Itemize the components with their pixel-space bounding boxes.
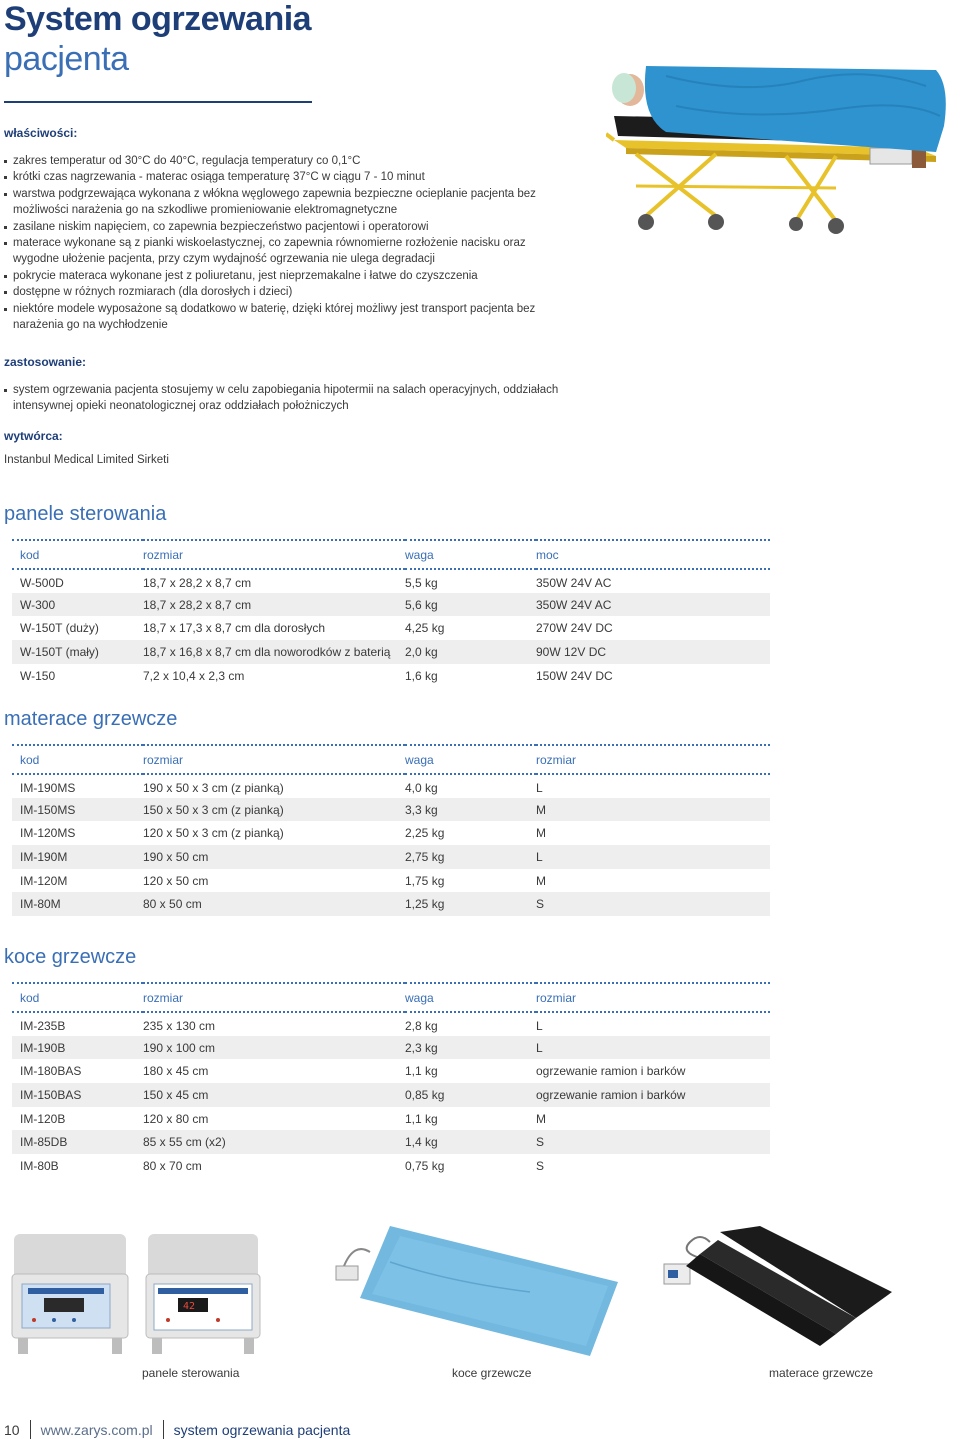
table-row bbox=[12, 640, 770, 664]
footer-divider bbox=[30, 1420, 31, 1439]
caption-panels: panele sterowania bbox=[142, 1366, 240, 1380]
table-cell: 1,75 kg bbox=[405, 873, 445, 888]
table-row bbox=[12, 1083, 770, 1107]
table-cell: L bbox=[536, 1019, 543, 1034]
table-cell: 1,4 kg bbox=[405, 1130, 536, 1154]
list-item: niektóre modele wyposażone są dodatkowo w baterię, dzięki której możliwy jest transport pacjenta bez narażenia go na wychłodzenie bbox=[4, 301, 574, 334]
table-cell: 4,0 kg bbox=[405, 781, 438, 796]
footer-divider bbox=[163, 1420, 164, 1439]
table-cell: ogrzewanie ramion i barków bbox=[536, 1064, 686, 1079]
table-cell: 1,1 kg bbox=[405, 1111, 438, 1126]
page-title: System ogrzewania bbox=[4, 0, 312, 38]
table-cell: L bbox=[536, 845, 770, 869]
table-cell: 18,7 x 28,2 x 8,7 cm bbox=[143, 593, 405, 617]
table-row bbox=[12, 1130, 770, 1154]
blanket-photo bbox=[330, 1222, 630, 1362]
table-row bbox=[12, 664, 770, 688]
table-cell: 150W 24V DC bbox=[536, 668, 613, 683]
table-cell: 85 x 55 cm (x2) bbox=[143, 1130, 405, 1154]
column-header: rozmiar bbox=[536, 745, 770, 774]
list-item: system ogrzewania pacjenta stosujemy w celu zapobiegania hipotermii na salach operacyjnych, oddziałach intensywnej opieki neonatologicznej oraz oddziałach położniczych bbox=[4, 382, 564, 415]
column-header: rozmiar bbox=[536, 983, 770, 1012]
table-cell: 190 x 50 cm bbox=[143, 845, 405, 869]
table-cell: IM-180BAS bbox=[20, 1064, 82, 1079]
column-header: waga bbox=[405, 983, 536, 1012]
stretcher-photo bbox=[606, 56, 960, 236]
website-link[interactable]: www.zarys.com.pl bbox=[40, 1422, 153, 1438]
table-cell: M bbox=[536, 798, 770, 822]
table-cell: 190 x 100 cm bbox=[143, 1036, 405, 1060]
table-row bbox=[12, 869, 770, 893]
table-cell: 7,2 x 10,4 x 2,3 cm bbox=[143, 668, 245, 683]
table-cell: 1,6 kg bbox=[405, 668, 438, 683]
table-cell: IM-235B bbox=[20, 1019, 66, 1034]
table-cell: S bbox=[536, 1158, 545, 1173]
list-item: dostępne w różnych rozmiarach (dla dorosłych i dzieci) bbox=[4, 284, 574, 300]
mattresses-table bbox=[12, 744, 770, 916]
table-row bbox=[12, 798, 770, 822]
column-header: kod bbox=[12, 983, 143, 1012]
table-row bbox=[12, 1059, 770, 1083]
table-cell: IM-190MS bbox=[20, 781, 76, 796]
table-row bbox=[12, 821, 770, 845]
column-header: kod bbox=[12, 540, 143, 569]
table-cell: 2,3 kg bbox=[405, 1036, 536, 1060]
page-footer bbox=[4, 1420, 350, 1439]
table-cell: L bbox=[536, 781, 543, 796]
table-cell: S bbox=[536, 1130, 770, 1154]
list-item: warstwa podgrzewająca wykonana z włókna węglowego zapewnia bezpieczne ocieplanie pacjenta bez możliwości narażenia go na szkodliwe promieniowanie elektromagnetyczne bbox=[4, 186, 574, 219]
table-cell: 80 x 70 cm bbox=[143, 1158, 202, 1173]
table-cell: M bbox=[536, 826, 546, 841]
table-cell: 4,25 kg bbox=[405, 621, 445, 636]
table-cell: 190 x 50 x 3 cm (z pianką) bbox=[143, 781, 284, 796]
list-item: pokrycie materaca wykonane jest z poliuretanu, jest nieprzemakalne i łatwe do czyszczenia bbox=[4, 268, 574, 284]
table-cell: 5,5 kg bbox=[405, 576, 438, 591]
manufacturer-label: wytwórca: bbox=[4, 429, 63, 443]
table-cell: IM-120M bbox=[20, 873, 68, 888]
page-number: 10 bbox=[4, 1422, 20, 1438]
table-cell: 2,8 kg bbox=[405, 1019, 438, 1034]
table-cell: IM-80B bbox=[20, 1158, 59, 1173]
table-cell: 120 x 50 cm bbox=[143, 873, 209, 888]
table-cell: ogrzewanie ramion i barków bbox=[536, 1083, 770, 1107]
table-cell: W-500D bbox=[20, 576, 64, 591]
table-cell: 0,85 kg bbox=[405, 1083, 536, 1107]
table-cell: IM-80M bbox=[12, 892, 143, 916]
table-cell: W-150T (duży) bbox=[20, 621, 99, 636]
table-cell: 18,7 x 28,2 x 8,7 cm bbox=[143, 576, 252, 591]
table-cell: 270W 24V DC bbox=[536, 621, 613, 636]
list-item: materace wykonane są z pianki wiskoelastycznej, co zapewnia równomierne rozłożenie nacisku oraz wygodne ułożenie pacjenta, przy czym wydajność ogrzewania nie ulega degradacji bbox=[4, 235, 574, 268]
table-cell: 1,25 kg bbox=[405, 892, 536, 916]
list-item: krótki czas nagrzewania - materac osiąga temperaturę 37°C w ciągu 7 - 10 minut bbox=[4, 169, 574, 185]
blankets-table bbox=[12, 982, 770, 1178]
table-cell: 2,0 kg bbox=[405, 640, 536, 664]
control-panel-photo bbox=[8, 1228, 264, 1358]
table-cell: 2,25 kg bbox=[405, 826, 445, 841]
table-cell: IM-85DB bbox=[12, 1130, 143, 1154]
title-divider bbox=[4, 101, 312, 103]
table-cell: 350W 24V AC bbox=[536, 576, 612, 591]
table-cell: IM-190M bbox=[12, 845, 143, 869]
table-cell: IM-120B bbox=[20, 1111, 66, 1126]
column-header: rozmiar bbox=[143, 540, 405, 569]
table-cell: IM-190B bbox=[12, 1036, 143, 1060]
mattresses-title: materace grzewcze bbox=[4, 708, 178, 730]
features-label: właściwości: bbox=[4, 126, 78, 140]
table-cell: W-150T (mały) bbox=[12, 640, 143, 664]
table-cell: IM-150MS bbox=[12, 798, 143, 822]
column-header: waga bbox=[405, 745, 536, 774]
features-list bbox=[4, 153, 574, 333]
application-label: zastosowanie: bbox=[4, 355, 87, 369]
application-list bbox=[4, 382, 564, 415]
list-item: zasilane niskim napięciem, co zapewnia bezpieczeństwo pacjentowi i operatorowi bbox=[4, 219, 574, 235]
table-cell: M bbox=[536, 873, 546, 888]
table-cell: 150 x 50 x 3 cm (z pianką) bbox=[143, 798, 405, 822]
table-cell: 120 x 50 x 3 cm (z pianką) bbox=[143, 826, 284, 841]
table-cell: 1,1 kg bbox=[405, 1064, 438, 1079]
table-cell: L bbox=[536, 1036, 770, 1060]
table-row bbox=[12, 1012, 770, 1036]
table-row bbox=[12, 774, 770, 798]
table-row bbox=[12, 845, 770, 869]
table-cell: IM-120MS bbox=[20, 826, 76, 841]
column-header: moc bbox=[536, 540, 770, 569]
column-header: rozmiar bbox=[143, 983, 405, 1012]
mattress-photo bbox=[660, 1222, 900, 1354]
manufacturer-name: Instanbul Medical Limited Sirketi bbox=[4, 454, 169, 466]
table-cell: 180 x 45 cm bbox=[143, 1064, 209, 1079]
page-subtitle: pacjenta bbox=[4, 40, 129, 78]
panels-table bbox=[12, 539, 770, 687]
column-header: kod bbox=[12, 745, 143, 774]
table-cell: 120 x 80 cm bbox=[143, 1111, 209, 1126]
list-item: zakres temperatur od 30°C do 40°C, regulacja temperatury co 0,1°C bbox=[4, 153, 574, 169]
panels-title: panele sterowania bbox=[4, 503, 167, 525]
table-row bbox=[12, 1036, 770, 1060]
table-cell: 90W 12V DC bbox=[536, 640, 770, 664]
column-header: rozmiar bbox=[143, 745, 405, 774]
table-row bbox=[12, 1154, 770, 1178]
table-row bbox=[12, 1107, 770, 1131]
table-row bbox=[12, 892, 770, 916]
table-cell: 3,3 kg bbox=[405, 798, 536, 822]
blankets-title: koce grzewcze bbox=[4, 946, 137, 968]
table-cell: W-300 bbox=[12, 593, 143, 617]
table-row bbox=[12, 593, 770, 617]
footer-section-name: system ogrzewania pacjenta bbox=[173, 1422, 351, 1438]
caption-mattresses: materace grzewcze bbox=[769, 1366, 874, 1380]
table-cell: M bbox=[536, 1111, 546, 1126]
table-cell: 18,7 x 16,8 x 8,7 cm dla noworodków z baterią bbox=[143, 640, 405, 664]
svg-text:42: 42 bbox=[183, 1301, 196, 1312]
table-cell: 18,7 x 17,3 x 8,7 cm dla dorosłych bbox=[143, 621, 326, 636]
table-cell: IM-150BAS bbox=[12, 1083, 143, 1107]
table-cell: 235 x 130 cm bbox=[143, 1019, 216, 1034]
table-cell: W-150 bbox=[20, 668, 56, 683]
table-cell: 5,6 kg bbox=[405, 593, 536, 617]
column-header: waga bbox=[405, 540, 536, 569]
table-cell: 350W 24V AC bbox=[536, 593, 770, 617]
table-cell: 80 x 50 cm bbox=[143, 892, 405, 916]
table-row bbox=[12, 569, 770, 593]
table-cell: 150 x 45 cm bbox=[143, 1083, 405, 1107]
table-row bbox=[12, 616, 770, 640]
caption-blankets: koce grzewcze bbox=[452, 1366, 532, 1380]
table-cell: S bbox=[536, 892, 770, 916]
table-cell: 0,75 kg bbox=[405, 1158, 445, 1173]
table-cell: 2,75 kg bbox=[405, 845, 536, 869]
